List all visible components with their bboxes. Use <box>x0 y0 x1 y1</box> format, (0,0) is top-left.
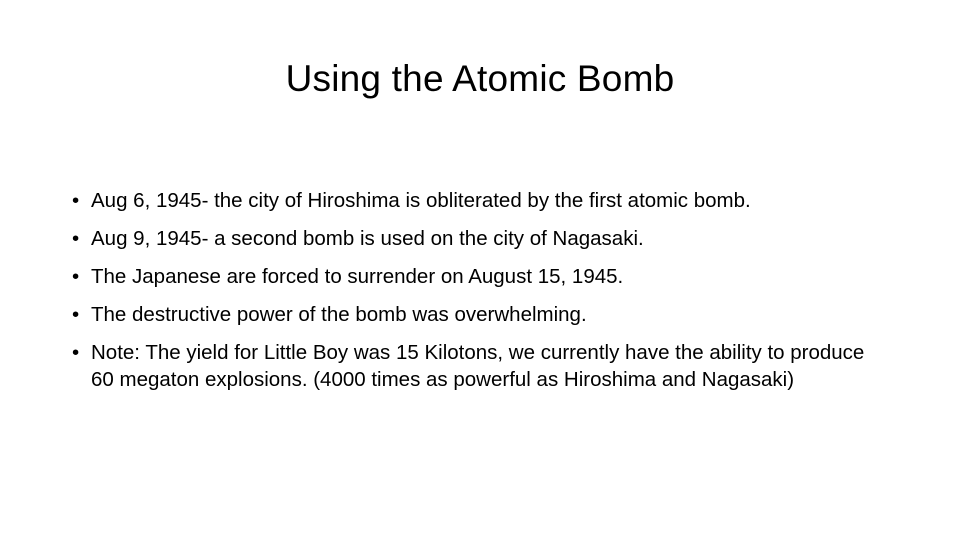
bullet-glyph: • <box>72 341 80 364</box>
bullet-text: Aug 6, 1945- the city of Hiroshima is obliterated by the first atomic bomb. <box>91 189 751 212</box>
bullet-glyph: • <box>72 265 80 288</box>
bullet-item-yield-note <box>72 339 892 393</box>
bullet-item-nagasaki <box>72 225 892 252</box>
bullet-list <box>72 187 892 404</box>
bullet-glyph: • <box>72 189 80 212</box>
bullet-item-destructive-power <box>72 301 892 328</box>
bullet-text: The destructive power of the bomb was overwhelming. <box>91 303 587 326</box>
bullet-item-hiroshima <box>72 187 892 214</box>
bullet-glyph: • <box>72 227 80 250</box>
bullet-item-surrender <box>72 263 892 290</box>
slide-title: Using the Atomic Bomb <box>285 58 675 99</box>
bullet-text: The Japanese are forced to surrender on August 15, 1945. <box>91 265 624 288</box>
bullet-glyph: • <box>72 303 80 326</box>
bullet-text: Note: The yield for Little Boy was 15 Kilotons, we currently have the ability to produce 60 megaton explosions. (4000 times as powerful as Hiroshima and Nagasaki) <box>91 341 865 391</box>
bullet-text: Aug 9, 1945- a second bomb is used on the city of Nagasaki. <box>91 227 644 250</box>
